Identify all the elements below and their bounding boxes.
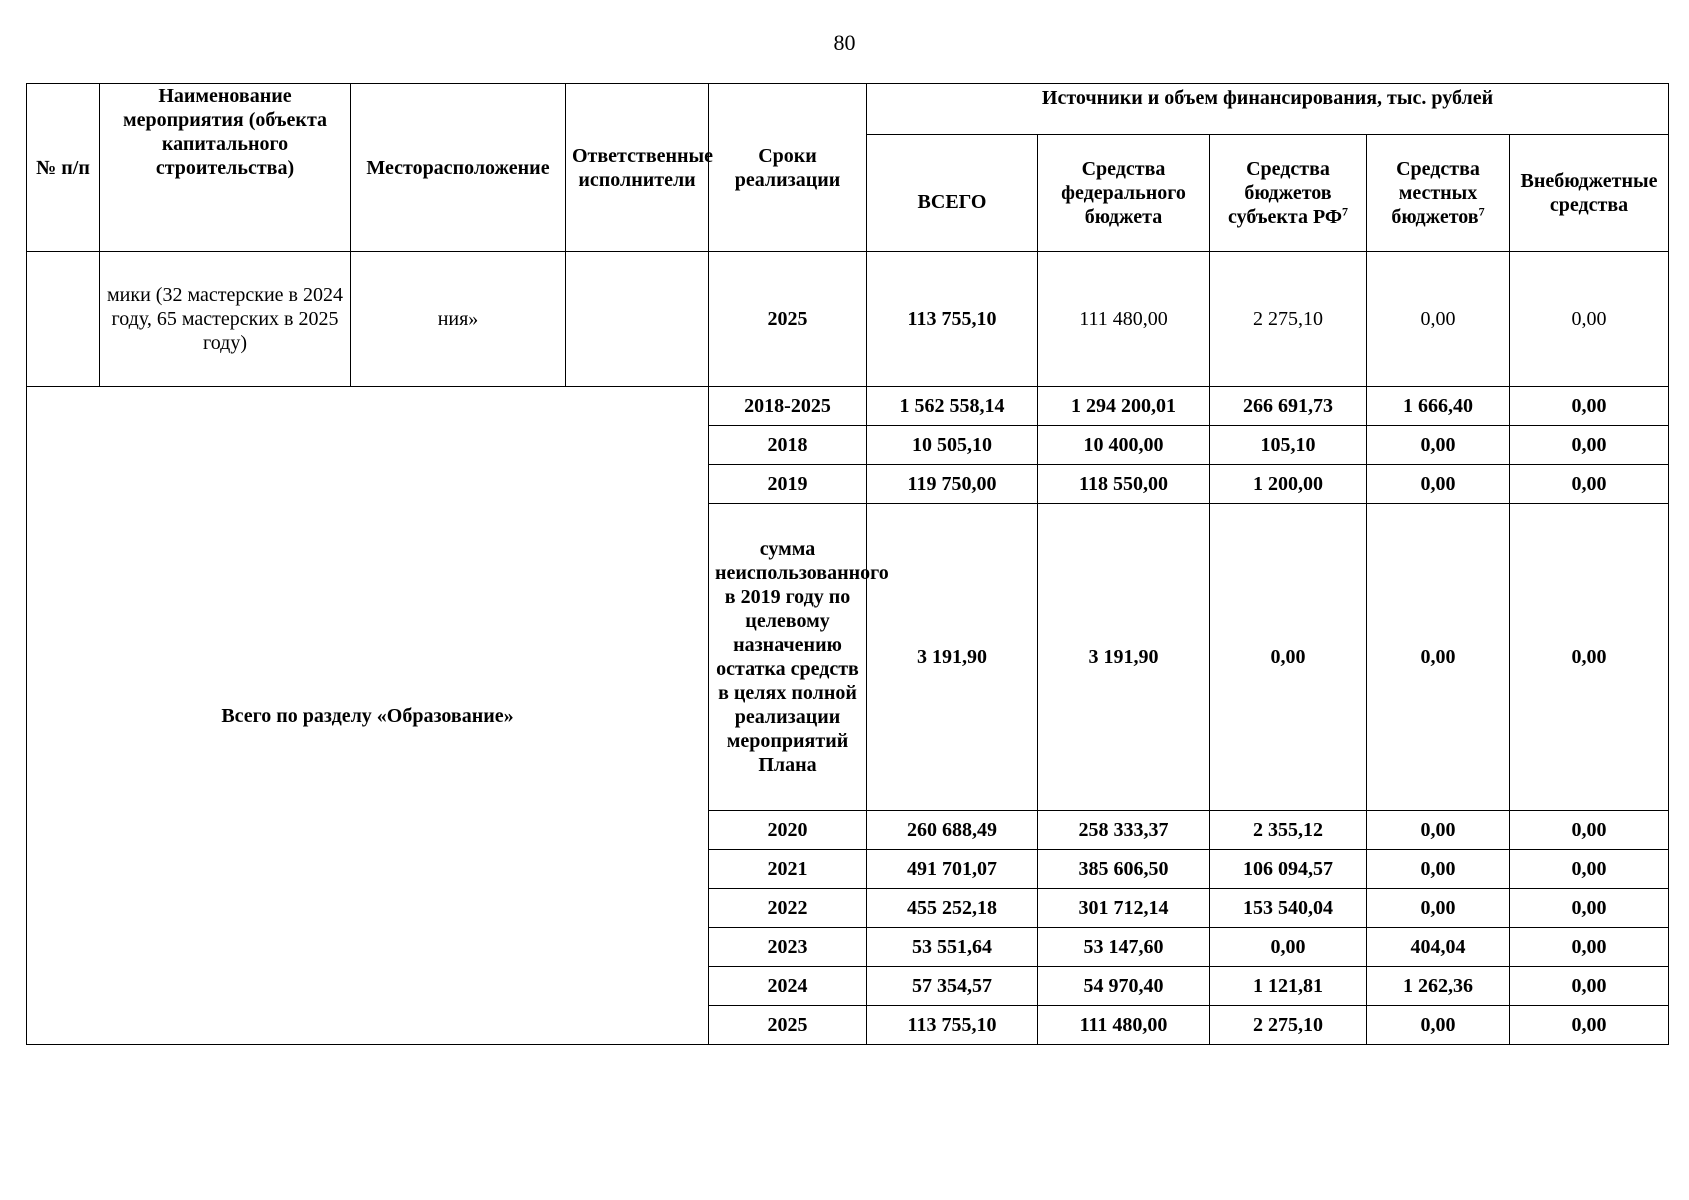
row-subject: 0,00 — [1210, 928, 1367, 967]
row-total: 113 755,10 — [867, 1006, 1038, 1045]
cont-subject: 2 275,10 — [1210, 252, 1367, 387]
row-total: 10 505,10 — [867, 426, 1038, 465]
row-total: 260 688,49 — [867, 811, 1038, 850]
cont-location: ния» — [351, 252, 566, 387]
header-num: № п/п — [27, 84, 100, 252]
row-term: 2020 — [709, 811, 867, 850]
page-number: 80 — [833, 30, 856, 55]
header-location: Месторасположение — [351, 84, 566, 252]
row-total: 57 354,57 — [867, 967, 1038, 1006]
row-total: 119 750,00 — [867, 465, 1038, 504]
row-offbudget: 0,00 — [1510, 465, 1669, 504]
row-local: 0,00 — [1367, 850, 1510, 889]
row-local: 0,00 — [1367, 1006, 1510, 1045]
row-term: 2018 — [709, 426, 867, 465]
row-subject: 153 540,04 — [1210, 889, 1367, 928]
cont-responsible — [566, 252, 709, 387]
cont-total: 113 755,10 — [867, 252, 1038, 387]
row-local: 0,00 — [1367, 811, 1510, 850]
table-row — [27, 387, 1669, 426]
cont-term: 2025 — [709, 252, 867, 387]
row-subject: 1 121,81 — [1210, 967, 1367, 1006]
cont-name: мики (32 мастерские в 2024 году, 65 мастерских в 2025 году) — [100, 252, 351, 387]
row-federal: 10 400,00 — [1038, 426, 1210, 465]
row-offbudget: 0,00 — [1510, 811, 1669, 850]
row-federal: 118 550,00 — [1038, 465, 1210, 504]
row-local: 0,00 — [1367, 465, 1510, 504]
header-subject: Средства бюджетов субъекта $РФ^7$ — [1210, 135, 1367, 252]
row-offbudget: 0,00 — [1510, 889, 1669, 928]
row-federal: 53 147,60 — [1038, 928, 1210, 967]
row-offbudget: 0,00 — [1510, 850, 1669, 889]
row-offbudget: 0,00 — [1510, 1006, 1669, 1045]
row-offbudget: 0,00 — [1510, 387, 1669, 426]
row-subject: 2 275,10 — [1210, 1006, 1367, 1045]
cont-federal: 111 480,00 — [1038, 252, 1210, 387]
row-federal: 1 294 200,01 — [1038, 387, 1210, 426]
header-terms: Сроки реализации — [709, 84, 867, 252]
header-sources: Источники и объем финансирования, тыс. рублей — [867, 84, 1669, 135]
row-term: 2019 — [709, 465, 867, 504]
row-total: 1 562 558,14 — [867, 387, 1038, 426]
row-subject: 106 094,57 — [1210, 850, 1367, 889]
header-local: Средства местных бюджетов$^7$ — [1367, 135, 1510, 252]
row-federal: 258 333,37 — [1038, 811, 1210, 850]
row-total: 455 252,18 — [867, 889, 1038, 928]
row-federal: 301 712,14 — [1038, 889, 1210, 928]
row-total: 53 551,64 — [867, 928, 1038, 967]
row-federal: 111 480,00 — [1038, 1006, 1210, 1045]
row-term: 2022 — [709, 889, 867, 928]
row-total: 3 191,90 — [867, 504, 1038, 811]
row-subject: 0,00 — [1210, 504, 1367, 811]
header-name: Наименование мероприятия (объекта капитального строительства) — [100, 84, 351, 252]
section-total-label: Всего по разделу «Образование» — [27, 387, 709, 1045]
row-offbudget: 0,00 — [1510, 504, 1669, 811]
row-offbudget: 0,00 — [1510, 426, 1669, 465]
row-subject: 2 355,12 — [1210, 811, 1367, 850]
cont-num — [27, 252, 100, 387]
cont-local: 0,00 — [1367, 252, 1510, 387]
row-federal: 385 606,50 — [1038, 850, 1210, 889]
row-local: 1 666,40 — [1367, 387, 1510, 426]
row-term: 2023 — [709, 928, 867, 967]
cont-offbudget: 0,00 — [1510, 252, 1669, 387]
row-local: 0,00 — [1367, 426, 1510, 465]
row-term: 2024 — [709, 967, 867, 1006]
row-subject: 266 691,73 — [1210, 387, 1367, 426]
header-total: ВСЕГО — [867, 135, 1038, 252]
row-local: 1 262,36 — [1367, 967, 1510, 1006]
row-total: 491 701,07 — [867, 850, 1038, 889]
header-responsible: Ответственные исполнители — [566, 84, 709, 252]
row-federal: 54 970,40 — [1038, 967, 1210, 1006]
row-offbudget: 0,00 — [1510, 967, 1669, 1006]
row-local: 0,00 — [1367, 889, 1510, 928]
header-offbudget: Внебюджетные средства — [1510, 135, 1669, 252]
row-term: 2025 — [709, 1006, 867, 1045]
row-subject: 105,10 — [1210, 426, 1367, 465]
row-term: 2021 — [709, 850, 867, 889]
header-federal: Средства федерального бюджета — [1038, 135, 1210, 252]
header-row — [27, 84, 1669, 135]
row-subject: 1 200,00 — [1210, 465, 1367, 504]
financing-table — [26, 83, 1669, 1045]
row-offbudget: 0,00 — [1510, 928, 1669, 967]
continuation-row — [27, 252, 1669, 387]
row-local: 0,00 — [1367, 504, 1510, 811]
row-term-unused: сумма неиспользованного в 2019 году по целевому назначению остатка средств в целях полной реализации мероприятий Плана — [709, 504, 867, 811]
row-federal: 3 191,90 — [1038, 504, 1210, 811]
row-term: 2018-2025 — [709, 387, 867, 426]
row-local: 404,04 — [1367, 928, 1510, 967]
